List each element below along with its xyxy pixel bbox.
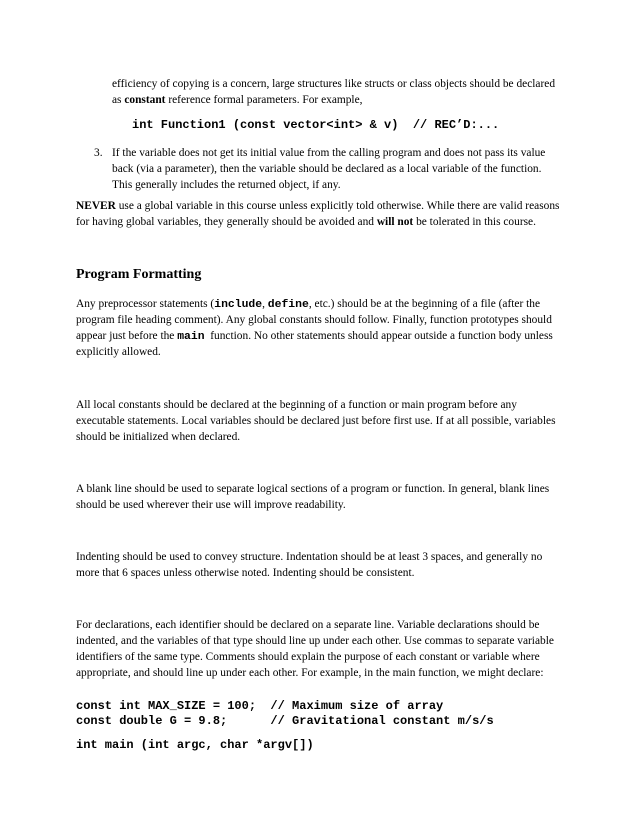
preprocessor-line-3-post: function. No other statements should appear outside a function body unless (204, 330, 553, 342)
constant-keyword: constant (124, 94, 166, 106)
never-line-1 (76, 198, 559, 214)
never-line-1-post: use a global variable in this course unless explicitly told otherwise. While there are valid reasons (115, 200, 560, 212)
code-main: main (177, 331, 205, 343)
intro-line-1: efficiency of copying is a concern, large structures like structs or class objects should be declared (112, 78, 556, 90)
code-include: include (214, 299, 263, 311)
preprocessor-line-3-pre: appear just before the (76, 330, 178, 342)
intro-line-2-pre: as (112, 94, 125, 106)
intro-line-2 (112, 92, 363, 108)
list-item-3-line-2: back (via a parameter), then the variable should be declared as a local variable of the function. (112, 163, 542, 175)
code-block-line-3: int main (int argc, char *argv[]) (76, 738, 314, 752)
declarations-line-1: For declarations, each identifier should be declared on a separate line. Variable declarations should be (76, 619, 540, 631)
never-line-2 (76, 214, 536, 230)
blank-line-line-2: should be used wherever their use will improve readability. (76, 499, 346, 511)
code-define: define (267, 299, 309, 311)
code-example-function1: int Function1 (const vector<int> & v) // REC’D:... (132, 118, 500, 132)
list-item-3-line-1: If the variable does not get its initial value from the calling program and does not pass its value (112, 147, 546, 159)
preprocessor-line-1 (76, 296, 540, 313)
will-not-keyword: will not (376, 216, 414, 228)
indenting-line-1: Indenting should be used to convey structure. Indentation should be at least 3 spaces, and generally no (76, 551, 543, 563)
never-line-2-post: be tolerated in this course. (413, 216, 536, 228)
code-block-line-2: const double G = 9.8; // Gravitational constant m/s/s (76, 714, 494, 728)
preprocessor-line-2: program file heading comment). Any global constants should follow. Finally, function prototypes should (76, 314, 552, 326)
indenting-line-2: more that 6 spaces unless otherwise noted. Indenting should be consistent. (76, 567, 415, 579)
preprocessor-sep: , (262, 298, 268, 310)
preprocessor-line-4: explicitly allowed. (76, 346, 161, 358)
blank-line-line-1: A blank line should be used to separate logical sections of a program or function. In general, blank lines (76, 483, 550, 495)
declarations-line-3: identifiers of the same type. Comments should explain the purpose of each constant or variable where (76, 651, 540, 663)
never-line-2-pre: for having global variables, they generally should be avoided and (76, 216, 377, 228)
list-item-3-number: 3. (94, 147, 103, 159)
constants-line-1: All local constants should be declared at the beginning of a function or main program before any (76, 399, 517, 411)
intro-line-2-post: reference formal parameters. For example, (165, 94, 363, 106)
code-block-line-1: const int MAX_SIZE = 100; // Maximum size of array (76, 699, 444, 713)
preprocessor-line-1-pre: Any preprocessor statements ( (76, 298, 215, 310)
declarations-line-2: indented, and the variables of that type should line up under each other. Use commas to separate variable (76, 635, 554, 647)
never-keyword: NEVER (76, 200, 116, 212)
preprocessor-line-3 (76, 328, 553, 345)
preprocessor-line-1-post: , etc.) should be at the beginning of a file (after the (308, 298, 541, 310)
constants-line-2: executable statements. Local variables should be declared just before first use. If at all possible, variables (76, 415, 556, 427)
declarations-line-4: appropriate, and should line up under each other. For example, in the main function, we might declare: (76, 667, 544, 679)
list-item-3-line-3: This generally includes the returned object, if any. (112, 179, 341, 191)
constants-line-3: should be initialized when declared. (76, 431, 241, 443)
section-heading-program-formatting: Program Formatting (76, 267, 202, 282)
